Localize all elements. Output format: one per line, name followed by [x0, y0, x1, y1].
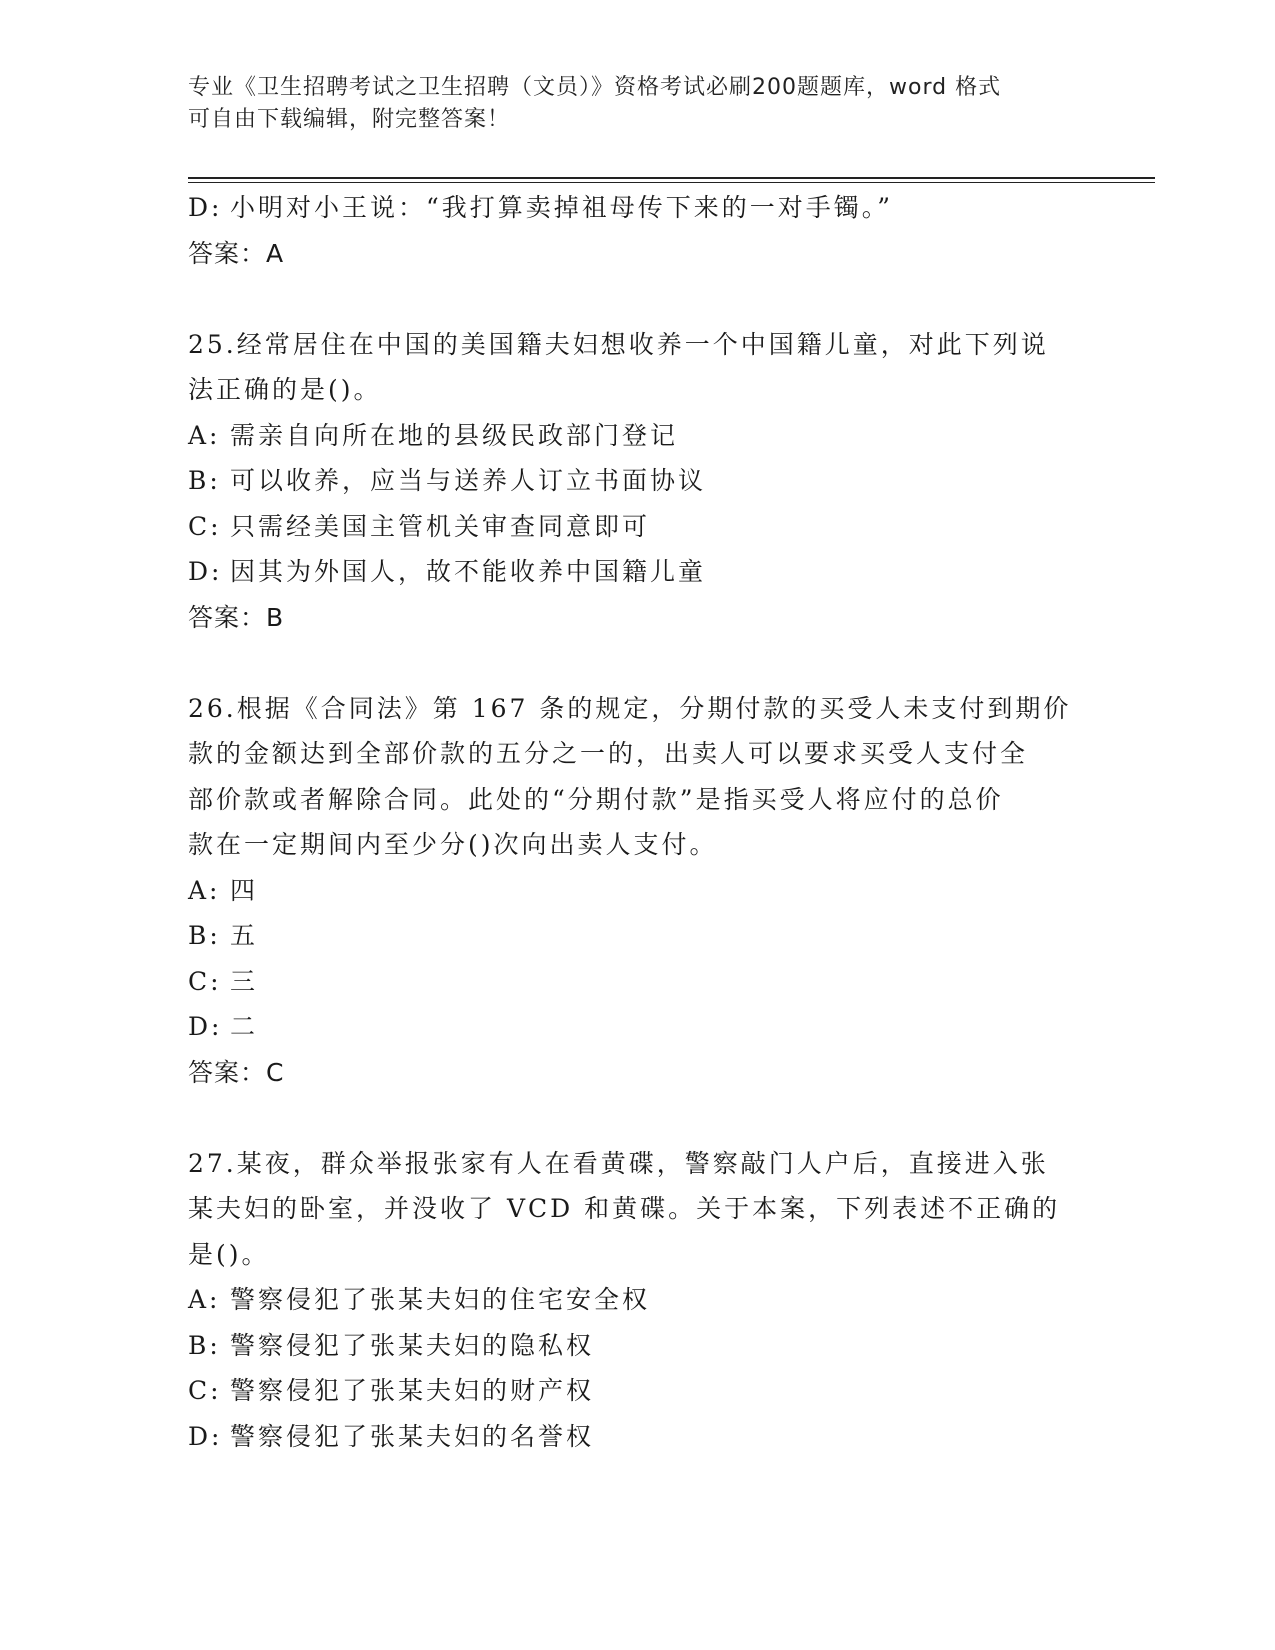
question-text-line: 部价款或者解除合同。此处的“分期付款”是指买受人将应付的总价	[188, 784, 1004, 814]
option-a	[188, 868, 1088, 914]
option-text: 警察侵犯了张某夫妇的名誉权	[230, 1421, 595, 1451]
header-divider-thin	[188, 182, 1155, 183]
option-text: 二	[230, 1012, 259, 1041]
document-header	[188, 72, 1088, 136]
option-c	[188, 504, 1088, 550]
document-body	[188, 185, 1088, 1459]
option-d	[188, 1004, 1088, 1050]
question-text-line: 27.某夜，群众举报张家有人在看黄碟，警察敲门人户后，直接进入张	[188, 1148, 1049, 1178]
option-key: C:	[188, 1376, 222, 1405]
option-key: D:	[188, 1421, 223, 1451]
question-text-line: 款的金额达到全部价款的五分之一的，出卖人可以要求买受人支付全	[188, 739, 1029, 768]
option-key: B:	[188, 466, 221, 495]
option-text: 警察侵犯了张某夫妇的住宅安全权	[230, 1285, 651, 1314]
option-text: 警察侵犯了张某夫妇的隐私权	[230, 1330, 595, 1360]
option-text: 四	[230, 875, 259, 905]
option-key: C:	[188, 511, 222, 541]
spacer	[188, 276, 1088, 322]
question-27	[188, 1141, 1088, 1460]
option-text: 三	[230, 966, 259, 996]
option-text: 可以收养，应当与送养人订立书面协议	[230, 466, 707, 495]
option-key: D:	[188, 557, 223, 586]
answer: 答案：B	[188, 602, 285, 632]
option-text: 因其为外国人，故不能收养中国籍儿童	[230, 557, 707, 586]
header-divider-thick	[188, 177, 1155, 179]
option-key: D:	[188, 1012, 223, 1041]
option-key: A:	[188, 420, 221, 450]
option-a	[188, 1277, 1088, 1323]
option-b	[188, 1323, 1088, 1369]
question-text-line: 某夫妇的卧室，并没收了 VCD 和黄碟。关于本案，下列表述不正确的	[188, 1194, 1061, 1223]
option-key: B:	[188, 921, 221, 950]
answer: 答案：C	[188, 1057, 285, 1087]
question-25	[188, 322, 1088, 641]
option-d	[188, 549, 1088, 595]
option-key: C:	[188, 966, 222, 996]
option-text: 小明对小王说：“我打算卖掉祖母传下来的一对手镯。”	[230, 193, 894, 222]
option-text: 只需经美国主管机关审查同意即可	[230, 511, 651, 541]
option-text: 五	[230, 921, 259, 950]
header-line-1: 专业《卫生招聘考试之卫生招聘（文员）》资格考试必刷200题题库，word 格式	[188, 75, 1002, 100]
option-b	[188, 913, 1088, 959]
question-text-line: 是()。	[188, 1239, 270, 1269]
question-text-line: 法正确的是()。	[188, 375, 382, 404]
option-d	[188, 1414, 1088, 1460]
spacer	[188, 1095, 1088, 1141]
option-key: B:	[188, 1330, 221, 1360]
question-text-line: 25.经常居住在中国的美国籍夫妇想收养一个中国籍儿童，对此下列说	[188, 329, 1049, 359]
option-a	[188, 413, 1088, 459]
prev-option-d	[188, 185, 1088, 231]
option-c	[188, 959, 1088, 1005]
option-c	[188, 1368, 1088, 1414]
option-key: A:	[188, 875, 221, 905]
option-text: 需亲自向所在地的县级民政部门登记	[230, 420, 679, 450]
header-line-2: 可自由下载编辑，附完整答案！	[188, 107, 511, 132]
option-text: 警察侵犯了张某夫妇的财产权	[230, 1376, 595, 1405]
question-text-line: 26.根据《合同法》第 167 条的规定，分期付款的买受人未支付到期价	[188, 693, 1072, 723]
question-26	[188, 686, 1088, 1096]
option-key: D:	[188, 193, 223, 222]
prev-answer: 答案：A	[188, 238, 285, 268]
option-b	[188, 458, 1088, 504]
question-text-line: 款在一定期间内至少分()次向出卖人支付。	[188, 830, 718, 859]
spacer	[188, 640, 1088, 686]
option-key: A:	[188, 1285, 221, 1314]
